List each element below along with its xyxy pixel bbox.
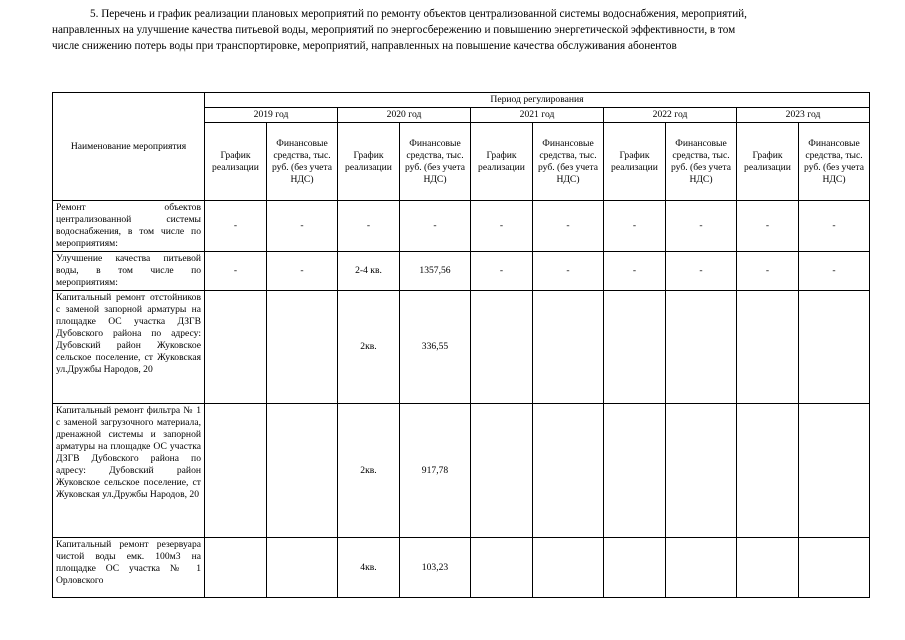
table-cell: 336,55 xyxy=(400,291,471,404)
row-name: Капитальный ремонт резервуара чистой воды емк. 100м3 на площадке ОС участка № 1 Орловского xyxy=(53,538,205,598)
table-cell: 1357,56 xyxy=(400,252,471,291)
schedule-subheader: График реализации xyxy=(737,123,799,201)
table-cell xyxy=(604,291,666,404)
finance-subheader: Финансовые средства, тыс. руб. (без учета НДС) xyxy=(267,123,338,201)
table-cell xyxy=(471,291,533,404)
table-cell: - xyxy=(471,201,533,252)
table-cell xyxy=(799,404,870,538)
table-cell: - xyxy=(338,201,400,252)
finance-subheader: Финансовые средства, тыс. руб. (без учета НДС) xyxy=(533,123,604,201)
table-cell xyxy=(205,291,267,404)
table-cell xyxy=(533,291,604,404)
year-header-2020: 2020 год xyxy=(338,108,471,123)
schedule-subheader: График реализации xyxy=(471,123,533,201)
table-cell: 103,23 xyxy=(400,538,471,598)
table-cell: - xyxy=(533,201,604,252)
table-cell xyxy=(666,291,737,404)
finance-subheader: Финансовые средства, тыс. руб. (без учета НДС) xyxy=(400,123,471,201)
table-cell xyxy=(471,404,533,538)
heading-line-2: направленных на улучшение качества питьевой воды, мероприятий по энергосбережению и повышению энергетической эффективности, в том xyxy=(52,24,736,36)
table-cell: - xyxy=(799,201,870,252)
schedule-subheader: График реализации xyxy=(205,123,267,201)
table-cell: - xyxy=(400,201,471,252)
table-cell: 2кв. xyxy=(338,404,400,538)
table-cell: - xyxy=(267,201,338,252)
table-cell: - xyxy=(799,252,870,291)
table-cell: - xyxy=(205,252,267,291)
table-cell: 2кв. xyxy=(338,291,400,404)
table-row xyxy=(53,291,870,404)
table-cell: 2-4 кв. xyxy=(338,252,400,291)
table-cell xyxy=(604,538,666,598)
table-cell xyxy=(205,404,267,538)
table-cell xyxy=(267,538,338,598)
row-name: Ремонт объектов централизованной системы водоснабжения, в том числе по мероприятиям: xyxy=(53,201,205,252)
heading-line-1: 5. Перечень и график реализации плановых мероприятий по ремонту объектов централизованной системы водоснабжения, мероприятий, xyxy=(90,8,747,20)
year-header-2023: 2023 год xyxy=(737,108,870,123)
period-header: Период регулирования xyxy=(205,93,870,108)
table-cell: - xyxy=(737,252,799,291)
table-cell xyxy=(533,538,604,598)
schedule-subheader: График реализации xyxy=(338,123,400,201)
table-cell xyxy=(737,538,799,598)
table-cell xyxy=(737,404,799,538)
finance-subheader: Финансовые средства, тыс. руб. (без учета НДС) xyxy=(799,123,870,201)
table-cell xyxy=(205,538,267,598)
heading-line-3: числе снижению потерь воды при транспортировке, мероприятий, направленных на повышение качества обслуживания абонентов xyxy=(52,40,677,52)
finance-subheader: Финансовые средства, тыс. руб. (без учета НДС) xyxy=(666,123,737,201)
row-name: Капитальный ремонт фильтра № 1 с заменой загрузочного материала, дренажной системы и запорной арматуры на площадке ОС участка ДЗГВ Дубовского района по адресу: Дубовский район Жуковское сельское поселение, ст Жуковская ул.Дружбы Народов, 20 xyxy=(53,404,205,538)
table-cell: - xyxy=(205,201,267,252)
year-header-2022: 2022 год xyxy=(604,108,737,123)
table-cell: 4кв. xyxy=(338,538,400,598)
table-cell xyxy=(533,404,604,538)
table-cell: - xyxy=(471,252,533,291)
table-row xyxy=(53,404,870,538)
row-name: Улучшение качества питьевой воды, в том числе по мероприятиям: xyxy=(53,252,205,291)
year-header-2021: 2021 год xyxy=(471,108,604,123)
table-cell xyxy=(799,291,870,404)
table-cell: - xyxy=(533,252,604,291)
row-name: Капитальный ремонт отстойников с заменой запорной арматуры на площадке ОС участка ДЗГВ Дубовского района по адресу: Дубовский район Жуковское сельское поселение, ст Жуковская ул.Дружбы Народов, 20 xyxy=(53,291,205,404)
schedule-subheader: График реализации xyxy=(604,123,666,201)
table-cell: - xyxy=(604,201,666,252)
table-row xyxy=(53,538,870,598)
table-cell: - xyxy=(267,252,338,291)
name-column-header: Наименование мероприятия xyxy=(53,93,205,201)
table-cell xyxy=(799,538,870,598)
table-cell xyxy=(666,404,737,538)
table-cell xyxy=(604,404,666,538)
table-row xyxy=(53,252,870,291)
table-cell xyxy=(737,291,799,404)
table-cell xyxy=(267,404,338,538)
table-row xyxy=(53,201,870,252)
table-cell: 917,78 xyxy=(400,404,471,538)
year-header-2019: 2019 год xyxy=(205,108,338,123)
table-cell xyxy=(666,538,737,598)
table-cell xyxy=(471,538,533,598)
schedule-table xyxy=(52,92,870,598)
table-cell xyxy=(267,291,338,404)
section-heading xyxy=(52,6,872,54)
table-cell: - xyxy=(666,201,737,252)
table-cell: - xyxy=(604,252,666,291)
table-cell: - xyxy=(666,252,737,291)
table-cell: - xyxy=(737,201,799,252)
